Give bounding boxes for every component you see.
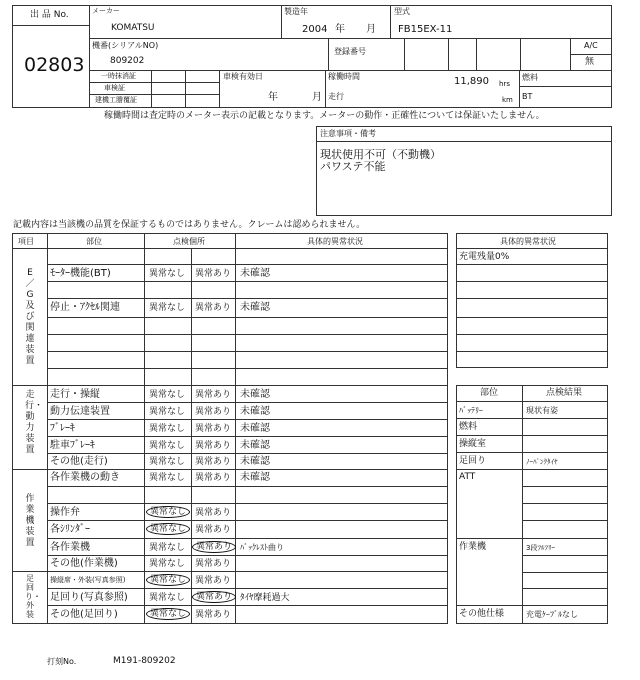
hours-label: 稼働時間 — [328, 72, 360, 81]
col-header-detail: 具体的異常状況 — [307, 237, 363, 246]
row-part: 動力伝達装置 — [50, 406, 110, 417]
check-ng: 異常あり — [195, 610, 232, 620]
lot-no-label: 出 品 No. — [30, 10, 69, 20]
check-ok — [149, 524, 190, 535]
result-header-result: 点検結果 — [546, 388, 583, 398]
section-undercarriage: 足回り・外装 — [25, 574, 41, 619]
hours-disclaimer: 稼働時間は査定時のメーター表示の記載となります。メーターの動作・正確性については保証いたしません。 — [104, 111, 545, 121]
temp-cancel-label: 一時抹消証 — [101, 72, 136, 80]
hours-unit: hrs — [499, 80, 510, 88]
result-value: 現状有姿 — [526, 406, 558, 415]
travel-label: 走行 — [328, 92, 344, 101]
row-part: 停止・ｱｸｾﾙ関連 — [50, 302, 120, 313]
check-ok — [149, 609, 190, 620]
check-ok: 異常なし — [149, 593, 186, 603]
row-detail: 未確認 — [240, 456, 270, 467]
construction-cert-label: 建機工謄覆証 — [95, 96, 137, 104]
right-detail-header: 具体的異常状況 — [500, 237, 556, 246]
check-ng: 異常あり — [195, 303, 232, 313]
check-ng: 異常あり — [195, 508, 232, 518]
check-ng: 異常あり — [195, 269, 232, 279]
check-ok: 異常なし — [149, 441, 186, 451]
check-ng: 異常あり — [195, 441, 232, 451]
check-ok: 異常なし — [149, 457, 186, 467]
year-label: 製造年 — [284, 7, 308, 16]
ac-value: 無 — [585, 57, 595, 67]
row-part: 各ｼﾘﾝﾀﾞｰ — [50, 524, 90, 535]
row-part: 走行・操縦 — [50, 389, 100, 400]
maker-label: メーカー — [92, 7, 120, 15]
row-part: 足回り(写真参照) — [50, 592, 128, 603]
row-part: その他(足回り) — [50, 609, 118, 620]
check-ok: 異常なし — [149, 559, 186, 569]
check-ok: 異常なし — [149, 473, 186, 483]
row-detail: 未確認 — [240, 440, 270, 451]
col-header-check: 点検個所 — [173, 237, 205, 246]
circled-ng: 異常あり — [192, 591, 236, 603]
inspection-year-unit: 年 — [268, 92, 278, 103]
hours-value: 11,890 — [454, 76, 489, 87]
check-ng: 異常あり — [195, 559, 232, 569]
result-header-part: 部位 — [480, 388, 499, 398]
check-ng: 異常あり — [195, 576, 232, 586]
maker-value: KOMATSU — [111, 23, 155, 33]
check-ng: 異常あり — [195, 473, 232, 483]
section-work: 作業機装置 — [25, 494, 35, 548]
circled-ok: 異常なし — [146, 608, 190, 620]
check-ok: 異常なし — [149, 407, 186, 417]
row-detail: ﾊﾞｯｸﾚｽﾄ曲り — [240, 543, 284, 552]
row-part: ﾌﾞﾚｰｷ — [50, 423, 75, 434]
model-label: 型式 — [394, 7, 410, 16]
year-value: 2004 — [302, 24, 328, 35]
row-part: 各作業機 — [50, 542, 90, 553]
result-part: 燃料 — [459, 422, 478, 432]
circled-ok: 異常なし — [146, 574, 190, 586]
lot-no: 02803 — [24, 54, 85, 76]
serial-label: 機番(シリアルNO) — [92, 41, 159, 50]
check-ok: 異常なし — [149, 303, 186, 313]
circled-ok: 異常なし — [146, 523, 190, 535]
ac-label: A/C — [584, 41, 598, 50]
circled-ng: 異常あり — [192, 541, 236, 553]
result-part: 作業機 — [459, 542, 487, 552]
stamp-label: 打刻No. — [47, 657, 77, 666]
check-ok: 異常なし — [149, 424, 186, 434]
inspection-date-label: 車検有効日 — [223, 72, 263, 81]
row-part: 操作弁 — [50, 507, 80, 518]
check-ng — [195, 542, 236, 553]
result-part: 足回り — [459, 456, 487, 466]
row-part: 操縦席・外装(写真参照) — [50, 576, 126, 584]
row-detail: 未確認 — [240, 268, 270, 279]
col-header-part: 部位 — [86, 237, 102, 246]
row-part: 各作業機の動き — [50, 472, 120, 483]
inspection-month-unit: 月 — [312, 92, 322, 103]
remarks-label: 注意事項・備考 — [320, 129, 376, 138]
check-ng — [195, 592, 236, 603]
check-ng: 異常あり — [195, 424, 232, 434]
quality-disclaimer: 記載内容は当該機の品質を保証するものではありません。クレームは認められません。 — [13, 220, 366, 230]
result-part: ﾊﾞｯﾃﾘｰ — [459, 406, 483, 415]
battery-note: 充電残量0% — [459, 252, 510, 262]
check-ok: 異常なし — [149, 543, 186, 553]
month-unit: 月 — [366, 24, 376, 35]
check-ok: 異常なし — [149, 269, 186, 279]
row-part: ﾓｰﾀｰ機能(BT) — [50, 268, 111, 279]
row-detail: 未確認 — [240, 423, 270, 434]
check-ng: 異常あり — [195, 390, 232, 400]
km-unit: km — [502, 96, 513, 104]
row-detail: 未確認 — [240, 389, 270, 400]
section-engine: E／G及び関連装置 — [25, 268, 35, 366]
row-detail: ﾀｲﾔ摩耗過大 — [240, 593, 290, 603]
stamp-value: M191-809202 — [113, 656, 176, 666]
year-unit: 年 — [335, 24, 345, 35]
row-detail: 未確認 — [240, 302, 270, 313]
row-part: 駐車ﾌﾞﾚｰｷ — [50, 440, 95, 451]
registration-label: 登録番号 — [334, 47, 366, 56]
fuel-value: BT — [522, 92, 533, 101]
section-travel: 走行・動力装置 — [25, 390, 44, 455]
result-part: 操縦室 — [459, 439, 487, 449]
row-part: その他(走行) — [50, 456, 108, 467]
row-detail: 未確認 — [240, 406, 270, 417]
circled-ok: 異常なし — [146, 506, 190, 518]
serial-value: 809202 — [110, 56, 145, 66]
check-ng: 異常あり — [195, 525, 232, 535]
row-detail: 未確認 — [240, 472, 270, 483]
fuel-label: 燃料 — [522, 73, 538, 82]
result-value: 3段ﾌﾙﾌﾘｰ — [526, 544, 555, 552]
check-ng: 異常あり — [195, 407, 232, 417]
vehicle-cert-label: 車検証 — [104, 84, 125, 92]
check-ng: 異常あり — [195, 457, 232, 467]
result-value: 充電ｹｰﾌﾞﾙなし — [526, 610, 578, 619]
check-ok: 異常なし — [149, 390, 186, 400]
result-part: ATT — [459, 472, 476, 482]
check-ok — [149, 507, 190, 518]
remark-line-2: パワステ不能 — [320, 160, 386, 173]
check-ok — [149, 575, 190, 586]
result-part: その他仕様 — [459, 609, 505, 619]
row-part: その他(作業機) — [50, 558, 118, 569]
result-value: ﾉｰﾊﾟﾝｸﾀｲﾔ — [526, 458, 558, 466]
col-header-item: 項目 — [18, 237, 34, 246]
remark-line-1: 現状使用不可（不動機） — [320, 148, 441, 161]
model-value: FB15EX-11 — [398, 24, 453, 35]
